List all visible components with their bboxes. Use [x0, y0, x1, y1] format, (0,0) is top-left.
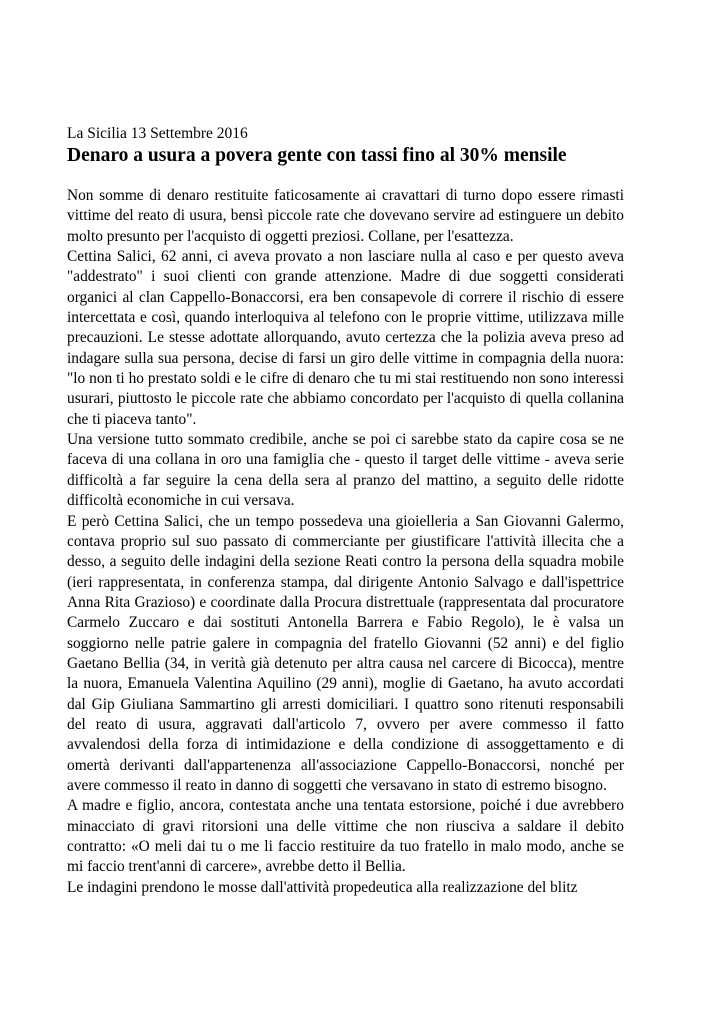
paragraph-6: Le indagini prendono le mosse dall'attività propedeutica alla realizzazione del blitz — [67, 878, 578, 896]
paragraph-2: Cettina Salici, 62 anni, ci aveva provato a non lasciare nulla al caso e per questo aveva "addestrato" i suoi clienti con grande attenzione. Madre di due soggetti considerati organici al clan Cappello-Bonaccorsi, era ben consapevole di correre il rischio di essere intercettata e così, quando interloquiva al telefono con le proprie vittime, utilizzava mille precauzioni. Le stesse adottate allorquando, avuto certezza che la polizia aveva preso ad indagare sulla sua persona, decise di farsi un giro delle vittime in compagnia della nuora: "lo non ti ho prestato soldi e le cifre di denaro che tu mi stai restituendo non sono interessi usurari, piuttosto le piccole rate che abbiamo concordato per l'acquisto di quella collanina che ti piaceva tanto". — [67, 248, 624, 428]
document-page — [67, 124, 624, 898]
article-body — [67, 186, 624, 898]
paragraph-1: Non somme di denaro restituite faticosamente ai cravattari di turno dopo essere rimasti vittime del reato di usura, bensì piccole rate che dovevano servire ad estinguere un debito molto presunto per l'acquisto di oggetti preziosi. Collane, per l'esattezza. — [67, 187, 624, 245]
paragraph-4: E però Cettina Salici, che un tempo possedeva una gioielleria a San Giovanni Galermo, contava proprio sul suo passato di commerciante per giustificare l'attività illecita che a desso, a seguito delle indagini della sezione Reati contro la persona della squadra mobile (ieri rappresentata, in conferenza stampa, dal dirigente Antonio Salvago e dall'ispettrice Anna Rita Grazioso) e coordinate dalla Procura distrettuale (rappresentata dal procuratore Carmelo Zuccaro e dai sostituti Antonella Barrera e Fabio Regolo), le è valsa un soggiorno nelle patrie galere in compagnia del fratello Giovanni (52 anni) e del figlio Gaetano Bellia (34, in verità già detenuto per altra causa nel carcere di Bicocca), mentre la nuora, Emanuela Valentina Aquilino (29 anni), moglie di Gaetano, ha avuto accordati dal Gip Giuliana Sammartino gli arresti domiciliari. I quattro sono ritenuti responsabili del reato di usura, aggravati dall'articolo 7, ovvero per avere commesso il fatto avvalendosi della forza di intimidazione e della condizione di assoggettamento e di omertà derivanti dall'appartenenza all'associazione Cappello-Bonaccorsi, nonché per avere commesso il reato in danno di soggetti che versavano in stato di estremo bisogno. — [67, 512, 624, 794]
article-headline: Denaro a usura a povera gente con tassi fino al 30% mensile — [67, 145, 567, 166]
publication-source: La Sicilia 13 Settembre 2016 — [67, 125, 248, 142]
paragraph-5: A madre e figlio, ancora, contestata anche una tentata estorsione, poiché i due avrebbero minacciato di gravi ritorsioni una delle vittime che non riusciva a saldare il debito contratto: «O meli dai tu o me li faccio restituire da tuo fratello in malo modo, anche se mi faccio trent'anni di carcere», avrebbe detto il Bellia. — [67, 797, 624, 876]
paragraph-3: Una versione tutto sommato credibile, anche se poi ci sarebbe stato da capire cosa se ne faceva di una collana in oro una famiglia che - questo il target delle vittime - aveva serie difficoltà a far seguire la cena della sera al pranzo del mattino, a seguito delle ridotte difficoltà economiche in cui versava. — [67, 431, 624, 510]
